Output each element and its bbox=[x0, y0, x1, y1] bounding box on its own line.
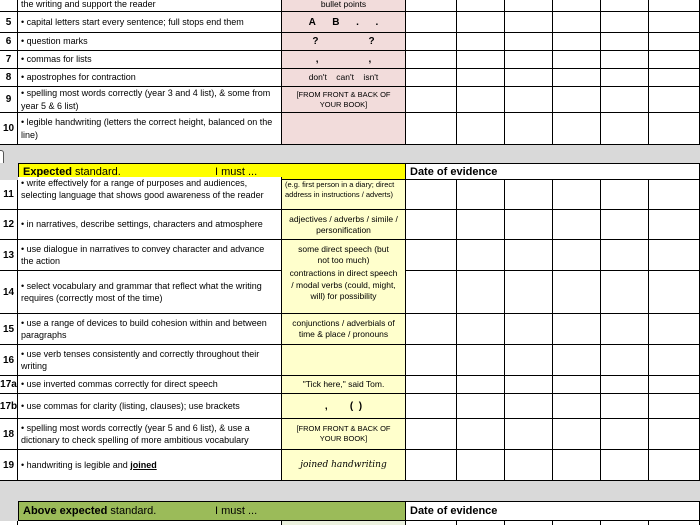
criterion-cell[interactable]: • select vocabulary and grammar that reflect what the writing requires (correctly most of the time) bbox=[18, 271, 282, 314]
criterion-cell[interactable]: • apostrophes for contraction bbox=[18, 69, 282, 87]
criterion-cell[interactable]: • use inverted commas correctly for direct speech bbox=[18, 376, 282, 394]
section-header-above bbox=[0, 501, 700, 521]
evidence-cell[interactable] bbox=[505, 314, 553, 345]
evidence-cell[interactable] bbox=[505, 87, 553, 113]
row-number[interactable]: 11 bbox=[0, 180, 18, 210]
table-row bbox=[0, 33, 700, 51]
evidence-cell[interactable] bbox=[406, 0, 457, 12]
evidence-cell[interactable] bbox=[457, 12, 505, 33]
evidence-cell[interactable] bbox=[457, 0, 505, 12]
table-row bbox=[0, 69, 700, 87]
criterion-cell[interactable]: • use dialogue in narratives to convey character and advance the action bbox=[18, 240, 282, 271]
evidence-cell[interactable] bbox=[505, 450, 553, 481]
evidence-cell[interactable] bbox=[553, 210, 601, 240]
evidence-cell[interactable] bbox=[553, 0, 601, 12]
criterion-cell[interactable]: the writing and support the reader bbox=[18, 0, 282, 12]
evidence-cell[interactable] bbox=[457, 240, 505, 271]
row-number[interactable]: 12 bbox=[0, 210, 18, 240]
evidence-cell[interactable] bbox=[649, 394, 700, 419]
evidence-cell[interactable] bbox=[406, 419, 457, 450]
evidence-cell[interactable] bbox=[406, 51, 457, 69]
evidence-cell[interactable] bbox=[601, 271, 649, 314]
evidence-cell[interactable] bbox=[406, 521, 457, 525]
row-number[interactable] bbox=[0, 521, 18, 525]
evidence-cell[interactable] bbox=[505, 210, 553, 240]
example-cell[interactable]: joined handwriting bbox=[282, 450, 406, 481]
table-row bbox=[0, 210, 700, 240]
evidence-cell[interactable] bbox=[601, 87, 649, 113]
evidence-cell[interactable] bbox=[601, 240, 649, 271]
table-row bbox=[0, 376, 700, 394]
evidence-cell[interactable] bbox=[457, 345, 505, 376]
evidence-cell[interactable] bbox=[649, 271, 700, 314]
row-number[interactable]: 5 bbox=[0, 12, 18, 33]
evidence-cell[interactable] bbox=[505, 419, 553, 450]
evidence-cell[interactable] bbox=[649, 210, 700, 240]
evidence-cell[interactable] bbox=[649, 450, 700, 481]
example-cell[interactable]: , , bbox=[282, 51, 406, 69]
evidence-cell[interactable] bbox=[553, 419, 601, 450]
row-number[interactable]: 16 bbox=[0, 345, 18, 376]
example-cell[interactable] bbox=[282, 113, 406, 145]
evidence-cell[interactable] bbox=[553, 376, 601, 394]
table-row bbox=[0, 51, 700, 69]
evidence-cell[interactable] bbox=[505, 345, 553, 376]
evidence-cell[interactable] bbox=[457, 394, 505, 419]
row-number[interactable]: 6 bbox=[0, 33, 18, 51]
criterion-cell[interactable]: • use commas for clarity (listing, clauses); use brackets bbox=[18, 394, 282, 419]
evidence-cell[interactable] bbox=[553, 314, 601, 345]
evidence-cell[interactable] bbox=[601, 419, 649, 450]
evidence-cell[interactable] bbox=[457, 271, 505, 314]
example-cell[interactable]: A B . . bbox=[282, 12, 406, 33]
example-cell[interactable]: contractions in direct speech / modal verbs (could, might, will) for possibility bbox=[282, 268, 406, 314]
evidence-cell[interactable] bbox=[649, 69, 700, 87]
section-title-rest: standard. bbox=[71, 165, 121, 178]
evidence-cell[interactable] bbox=[457, 210, 505, 240]
evidence-cell[interactable] bbox=[457, 376, 505, 394]
evidence-cell[interactable] bbox=[553, 240, 601, 271]
evidence-cell[interactable] bbox=[406, 180, 457, 210]
evidence-cell[interactable] bbox=[601, 180, 649, 210]
evidence-cell[interactable] bbox=[457, 113, 505, 145]
evidence-cell[interactable] bbox=[553, 271, 601, 314]
row-number[interactable]: 19 bbox=[0, 450, 18, 481]
row-number[interactable]: 18 bbox=[0, 419, 18, 450]
criterion-text: • handwriting is legible and bbox=[21, 459, 131, 470]
row-number[interactable] bbox=[0, 0, 18, 12]
evidence-cell[interactable] bbox=[553, 180, 601, 210]
table-row bbox=[0, 180, 700, 210]
criterion-cell[interactable]: • question marks bbox=[18, 33, 282, 51]
evidence-cell[interactable] bbox=[406, 87, 457, 113]
evidence-cell[interactable] bbox=[649, 376, 700, 394]
evidence-cell[interactable] bbox=[649, 521, 700, 525]
evidence-cell[interactable] bbox=[649, 12, 700, 33]
section-gap bbox=[0, 481, 700, 501]
example-cell[interactable]: conjunctions / adverbials of time & place / pronouns bbox=[282, 314, 406, 345]
table-row bbox=[0, 12, 700, 33]
evidence-cell[interactable] bbox=[553, 87, 601, 113]
evidence-cell[interactable] bbox=[457, 33, 505, 51]
evidence-cell[interactable] bbox=[406, 450, 457, 481]
table-row bbox=[0, 87, 700, 113]
evidence-cell[interactable] bbox=[553, 394, 601, 419]
evidence-cell[interactable] bbox=[601, 394, 649, 419]
example-cell[interactable]: some direct speech (but not too much) bbox=[282, 240, 406, 271]
criterion-cell[interactable]: • spelling most words correctly (year 3 and 4 list), & some from year 5 & 6 list) bbox=[18, 87, 282, 113]
evidence-cell[interactable] bbox=[505, 240, 553, 271]
evidence-cell[interactable] bbox=[505, 12, 553, 33]
evidence-cell[interactable] bbox=[649, 113, 700, 145]
evidence-cell[interactable] bbox=[601, 69, 649, 87]
evidence-cell[interactable] bbox=[553, 33, 601, 51]
section-title-bold: Above expected bbox=[23, 505, 108, 517]
evidence-cell[interactable] bbox=[649, 419, 700, 450]
evidence-cell[interactable] bbox=[649, 51, 700, 69]
example-cell[interactable] bbox=[282, 345, 406, 376]
evidence-cell[interactable] bbox=[505, 0, 553, 12]
example-cell[interactable]: "Tick here," said Tom. bbox=[282, 376, 406, 394]
criterion-bold: joined bbox=[130, 459, 157, 470]
evidence-cell[interactable] bbox=[553, 69, 601, 87]
evidence-cell[interactable] bbox=[553, 345, 601, 376]
row-number[interactable]: 7 bbox=[0, 51, 18, 69]
table-row bbox=[0, 345, 700, 376]
section-must: I must ... bbox=[215, 505, 258, 517]
evidence-cell[interactable] bbox=[406, 69, 457, 87]
date-of-evidence-header[interactable]: Date of evidence bbox=[406, 163, 700, 180]
evidence-cell[interactable] bbox=[553, 113, 601, 145]
example-cell[interactable] bbox=[282, 521, 406, 525]
evidence-cell[interactable] bbox=[649, 87, 700, 113]
example-cell[interactable]: don't can't isn't bbox=[282, 69, 406, 87]
evidence-cell[interactable] bbox=[505, 394, 553, 419]
evidence-cell[interactable] bbox=[601, 450, 649, 481]
row-number[interactable]: 10 bbox=[0, 113, 18, 145]
evidence-cell[interactable] bbox=[457, 419, 505, 450]
table-row bbox=[0, 394, 700, 419]
evidence-cell[interactable] bbox=[406, 210, 457, 240]
evidence-cell[interactable] bbox=[505, 180, 553, 210]
evidence-cell[interactable] bbox=[406, 12, 457, 33]
table-row bbox=[0, 314, 700, 345]
row-number[interactable]: 13 bbox=[0, 240, 18, 271]
evidence-cell[interactable] bbox=[601, 345, 649, 376]
evidence-cell[interactable] bbox=[457, 521, 505, 525]
section-must: I must ... bbox=[215, 165, 258, 178]
evidence-cell[interactable] bbox=[505, 376, 553, 394]
criterion-cell[interactable]: • write effectively for a range of purposes and audiences, selecting language that shows good awareness of the reader bbox=[18, 177, 282, 210]
date-of-evidence-header[interactable]: Date of evidence bbox=[406, 501, 700, 521]
row-number[interactable]: 17a bbox=[0, 376, 18, 394]
criterion-cell[interactable]: • spelling most words correctly (year 5 and 6 list), & use a dictionary to check spelling of more ambitious vocabulary bbox=[18, 419, 282, 450]
evidence-cell[interactable] bbox=[457, 450, 505, 481]
table-row bbox=[0, 240, 700, 271]
criterion-cell[interactable]: • capital letters start every sentence; full stops end them bbox=[18, 12, 282, 33]
evidence-cell[interactable] bbox=[406, 345, 457, 376]
evidence-cell[interactable] bbox=[406, 113, 457, 145]
evidence-cell[interactable] bbox=[406, 33, 457, 51]
evidence-cell[interactable] bbox=[505, 33, 553, 51]
evidence-cell[interactable] bbox=[601, 12, 649, 33]
example-cell[interactable]: bullet points bbox=[282, 0, 406, 12]
section-title[interactable] bbox=[18, 501, 406, 521]
evidence-cell[interactable] bbox=[649, 0, 700, 12]
section-title-rest: standard. bbox=[107, 505, 157, 517]
section-gap bbox=[0, 145, 700, 163]
evidence-cell[interactable] bbox=[649, 33, 700, 51]
evidence-cell[interactable] bbox=[505, 51, 553, 69]
evidence-cell[interactable] bbox=[649, 180, 700, 210]
example-cell[interactable]: [FROM FRONT & BACK OF YOUR BOOK] bbox=[282, 87, 406, 113]
evidence-cell[interactable] bbox=[406, 271, 457, 314]
evidence-cell[interactable] bbox=[505, 113, 553, 145]
example-cell[interactable]: [FROM FRONT & BACK OF YOUR BOOK] bbox=[282, 419, 406, 450]
evidence-cell[interactable] bbox=[457, 69, 505, 87]
evidence-cell[interactable] bbox=[457, 87, 505, 113]
evidence-cell[interactable] bbox=[406, 240, 457, 271]
row-number[interactable]: 8 bbox=[0, 69, 18, 87]
evidence-cell[interactable] bbox=[601, 314, 649, 345]
section-title-bold: Expected bbox=[23, 165, 72, 178]
example-cell[interactable]: ? ? bbox=[282, 33, 406, 51]
evidence-cell[interactable] bbox=[457, 51, 505, 69]
row-number[interactable]: 9 bbox=[0, 87, 18, 113]
criterion-cell[interactable] bbox=[18, 521, 282, 525]
evidence-cell[interactable] bbox=[553, 450, 601, 481]
criterion-cell[interactable]: • use a range of devices to build cohesion within and between paragraphs bbox=[18, 314, 282, 345]
evidence-cell[interactable] bbox=[601, 113, 649, 145]
evidence-cell[interactable] bbox=[601, 521, 649, 525]
table-row bbox=[0, 113, 700, 145]
example-cell[interactable]: (e.g. first person in a diary; direct address in instructions / adverts) bbox=[282, 180, 406, 210]
evidence-cell[interactable] bbox=[601, 33, 649, 51]
evidence-cell[interactable] bbox=[649, 240, 700, 271]
example-cell[interactable]: , ( ) bbox=[282, 394, 406, 419]
evidence-cell[interactable] bbox=[505, 521, 553, 525]
row-number[interactable]: 15 bbox=[0, 314, 18, 345]
evidence-cell[interactable] bbox=[553, 12, 601, 33]
criterion-cell[interactable] bbox=[18, 450, 282, 481]
evidence-cell[interactable] bbox=[457, 314, 505, 345]
evidence-cell[interactable] bbox=[505, 69, 553, 87]
table-row bbox=[0, 0, 700, 12]
evidence-cell[interactable] bbox=[457, 180, 505, 210]
criterion-cell[interactable]: • commas for lists bbox=[18, 51, 282, 69]
criterion-cell[interactable]: • legible handwriting (letters the correct height, balanced on the line) bbox=[18, 113, 282, 145]
row-number[interactable]: 14 bbox=[0, 271, 18, 314]
criterion-cell[interactable]: • in narratives, describe settings, characters and atmosphere bbox=[18, 210, 282, 240]
evidence-cell[interactable] bbox=[601, 210, 649, 240]
evidence-cell[interactable] bbox=[553, 521, 601, 525]
table-row bbox=[0, 419, 700, 450]
criterion-cell[interactable]: • use verb tenses consistently and correctly throughout their writing bbox=[18, 345, 282, 376]
evidence-cell[interactable] bbox=[406, 314, 457, 345]
evidence-cell[interactable] bbox=[505, 271, 553, 314]
table-row bbox=[0, 521, 700, 525]
evidence-cell[interactable] bbox=[649, 314, 700, 345]
evidence-cell[interactable] bbox=[406, 376, 457, 394]
example-cell[interactable]: adjectives / adverbs / simile / personification bbox=[282, 210, 406, 240]
table-row bbox=[0, 450, 700, 481]
evidence-cell[interactable] bbox=[649, 345, 700, 376]
evidence-cell[interactable] bbox=[406, 394, 457, 419]
row-number[interactable]: 17b bbox=[0, 394, 18, 419]
evidence-cell[interactable] bbox=[601, 0, 649, 12]
evidence-cell[interactable] bbox=[553, 51, 601, 69]
table-row bbox=[0, 268, 700, 314]
evidence-cell[interactable] bbox=[601, 376, 649, 394]
evidence-cell[interactable] bbox=[601, 51, 649, 69]
